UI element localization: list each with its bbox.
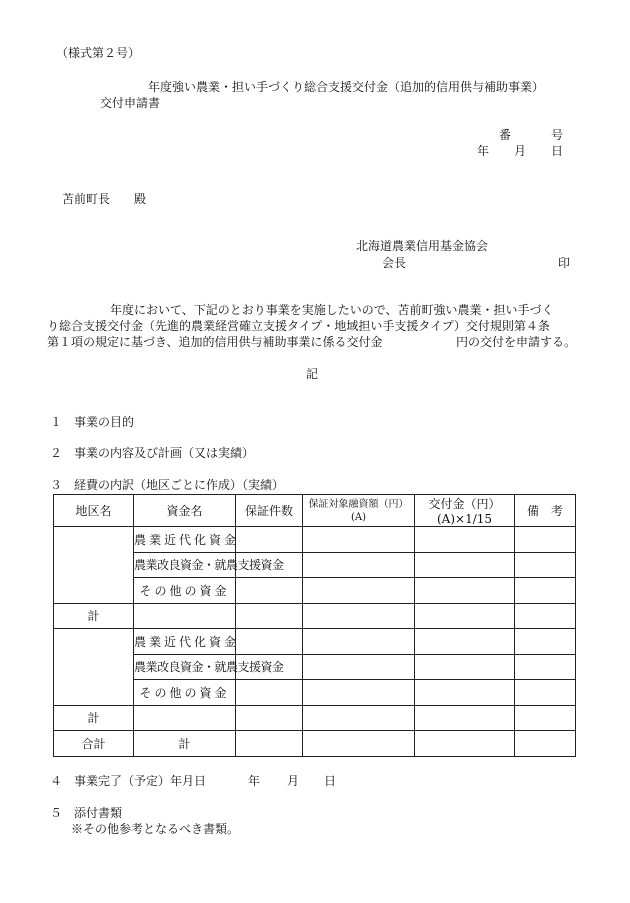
grant-cell[interactable] — [415, 731, 515, 757]
header-amount — [303, 495, 415, 527]
expense-table — [53, 494, 576, 757]
form-number: （様式第２号） — [56, 46, 141, 60]
subtotal-row — [54, 603, 576, 629]
district-cell[interactable] — [54, 527, 134, 604]
subtotal-label: 計 — [54, 603, 134, 629]
body-line-3a: 第１項の規定に基づき、追加的信用供与補助事業に係る交付金 — [47, 335, 383, 349]
header-amount-top: 保証対象融資額（円） — [308, 498, 409, 510]
remarks-cell[interactable] — [515, 629, 576, 655]
count-cell[interactable] — [236, 680, 303, 706]
remarks-cell[interactable] — [515, 654, 576, 680]
count-cell[interactable] — [236, 731, 303, 757]
remarks-cell[interactable] — [515, 705, 576, 731]
table-row — [54, 527, 576, 553]
amount-cell[interactable] — [303, 654, 415, 680]
addressee-name: 苫前町長 — [62, 192, 111, 206]
document-subtitle: 交付申請書 — [100, 96, 161, 110]
header-grant-top: 交付金（円） — [428, 497, 501, 511]
header-amount-bottom: (A) — [350, 511, 367, 523]
remarks-cell[interactable] — [515, 680, 576, 706]
header-grant-bottom: (A)×1/15 — [436, 512, 493, 526]
date-tsuki: 月 — [514, 144, 527, 158]
subtotal-fund-cell — [134, 705, 236, 731]
amount-cell[interactable] — [303, 603, 415, 629]
grand-total-label: 合計 — [54, 731, 134, 757]
count-cell[interactable] — [236, 629, 303, 655]
fund-name: その他の資金 — [134, 680, 236, 706]
section-5: ５ 添付書類 — [50, 806, 123, 820]
ki-heading: 記 — [306, 367, 319, 381]
section-3: ３ 経費の内訳（地区ごとに作成）（実績） — [50, 478, 285, 492]
amount-cell[interactable] — [303, 629, 415, 655]
grant-cell[interactable] — [415, 527, 515, 553]
completion-tsuki: 月 — [287, 774, 300, 788]
remarks-cell[interactable] — [515, 552, 576, 578]
date-hi: 日 — [551, 144, 564, 158]
table-row — [54, 629, 576, 655]
grand-total-sub: 計 — [134, 731, 236, 757]
seal-mark: 印 — [558, 256, 571, 270]
fund-name: 農業改良資金・就農支援資金 — [134, 654, 236, 680]
count-cell[interactable] — [236, 527, 303, 553]
section-5-note: ※その他参考となるべき書類。 — [71, 822, 240, 836]
body-line-2: り総合支援交付金（先進的農業経営確立支援タイプ・地域担い手支援タイプ）交付規則第４条 — [47, 319, 550, 333]
applicant-org: 北海道農業信用基金協会 — [356, 239, 489, 253]
grand-total-row — [54, 731, 576, 757]
fund-name: 農業近代化資金 — [134, 629, 236, 655]
subtotal-label: 計 — [54, 705, 134, 731]
grant-cell[interactable] — [415, 629, 515, 655]
grant-cell[interactable] — [415, 654, 515, 680]
ref-ban: 番 — [499, 128, 512, 142]
header-district: 地区名 — [54, 495, 134, 527]
document-title: 年度強い農業・担い手づくり総合支援交付金（追加的信用供与補助事業） — [148, 80, 545, 94]
remarks-cell[interactable] — [515, 603, 576, 629]
completion-hi: 日 — [324, 774, 337, 788]
amount-cell[interactable] — [303, 680, 415, 706]
header-remarks: 備 考 — [515, 495, 576, 527]
grant-cell[interactable] — [415, 603, 515, 629]
count-cell[interactable] — [236, 578, 303, 604]
grant-cell[interactable] — [415, 705, 515, 731]
amount-cell[interactable] — [303, 552, 415, 578]
body-line-1: 年度において、下記のとおり事業を実施したいので、苫前町強い農業・担い手づく — [110, 303, 554, 317]
count-cell[interactable] — [236, 603, 303, 629]
fund-name: 農業近代化資金 — [134, 527, 236, 553]
ref-gou: 号 — [551, 128, 564, 142]
grant-cell[interactable] — [415, 578, 515, 604]
district-cell[interactable] — [54, 629, 134, 706]
section-1: １ 事業の目的 — [50, 415, 135, 429]
amount-cell[interactable] — [303, 705, 415, 731]
grant-cell[interactable] — [415, 552, 515, 578]
date-nen: 年 — [477, 144, 490, 158]
amount-cell[interactable] — [303, 578, 415, 604]
body-line-3b: 円の交付を申請する。 — [456, 335, 577, 349]
addressee-honorific: 殿 — [134, 192, 147, 206]
completion-nen: 年 — [248, 774, 261, 788]
table-header-row — [54, 495, 576, 527]
count-cell[interactable] — [236, 705, 303, 731]
grant-cell[interactable] — [415, 680, 515, 706]
section-2: ２ 事業の内容及び計画（又は実績） — [50, 446, 255, 460]
amount-cell[interactable] — [303, 731, 415, 757]
fund-name: その他の資金 — [134, 578, 236, 604]
header-grant — [415, 495, 515, 527]
amount-cell[interactable] — [303, 527, 415, 553]
subtotal-fund-cell — [134, 603, 236, 629]
applicant-title: 会長 — [382, 256, 407, 270]
header-fund: 資金名 — [134, 495, 236, 527]
subtotal-row — [54, 705, 576, 731]
fund-name: 農業改良資金・就農支援資金 — [134, 552, 236, 578]
remarks-cell[interactable] — [515, 527, 576, 553]
remarks-cell[interactable] — [515, 578, 576, 604]
remarks-cell[interactable] — [515, 731, 576, 757]
section-4-label: ４ 事業完了（予定）年月日 — [50, 774, 207, 788]
header-count: 保証件数 — [236, 495, 303, 527]
